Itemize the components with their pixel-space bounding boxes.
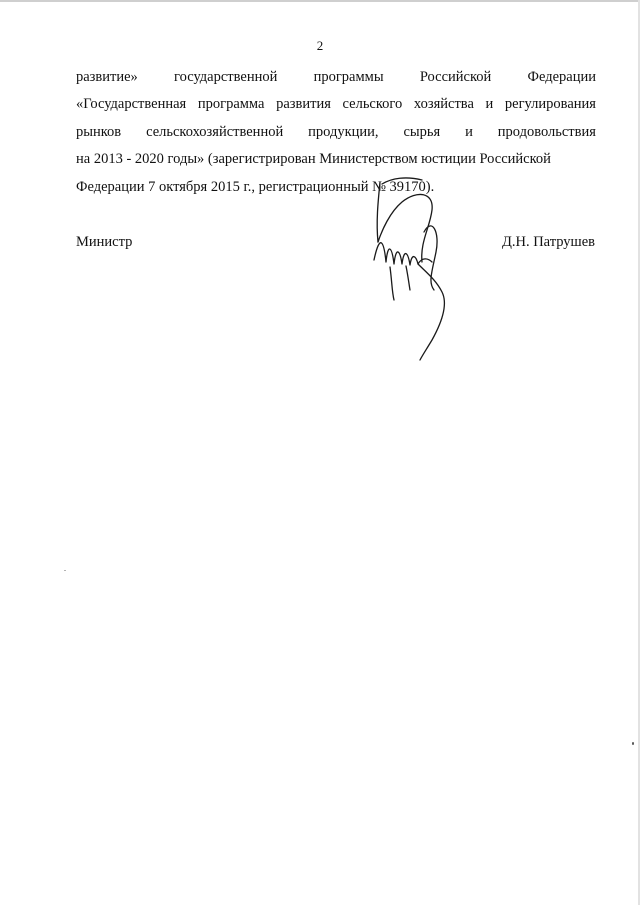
paragraph-line-5 — [76, 174, 596, 201]
word: и — [485, 96, 494, 113]
scan-speck — [632, 742, 634, 745]
word: Российской — [419, 69, 492, 85]
word: развития — [276, 96, 331, 113]
word: сельского — [342, 96, 403, 113]
signatory-name: Д.Н. Патрушев — [501, 234, 595, 250]
word: программа — [197, 96, 265, 113]
document-paragraph — [76, 64, 596, 201]
paragraph-line-1 — [76, 64, 596, 91]
word: хозяйства — [413, 96, 474, 113]
line-text: Федерации 7 октября 2015 г., регистрационный № 39170). — [76, 178, 435, 195]
word: программы — [313, 69, 384, 85]
word: сырья — [403, 123, 441, 140]
scan-speck — [64, 570, 66, 571]
word: рынков — [76, 123, 122, 140]
word: продукции, — [308, 123, 379, 140]
word: регулирования — [504, 96, 596, 113]
word: продовольствия — [497, 123, 596, 140]
word: сельскохозяйственной — [146, 123, 284, 140]
position-title: Министр — [76, 234, 133, 250]
word: и — [465, 123, 473, 140]
word: развитие» — [76, 69, 138, 85]
page-number: 2 — [316, 38, 324, 53]
word: Федерации — [527, 69, 596, 85]
handwritten-signature — [362, 172, 458, 362]
paragraph-line-2 — [76, 91, 596, 118]
line-text: на 2013 - 2020 годы» (зарегистрирован Министерством юстиции Российской — [76, 151, 551, 168]
word: государственной — [174, 69, 278, 85]
paragraph-line-4 — [76, 146, 596, 173]
page-top-edge — [0, 0, 640, 2]
word: «Государственная — [76, 96, 187, 113]
paragraph-line-3 — [76, 119, 596, 146]
